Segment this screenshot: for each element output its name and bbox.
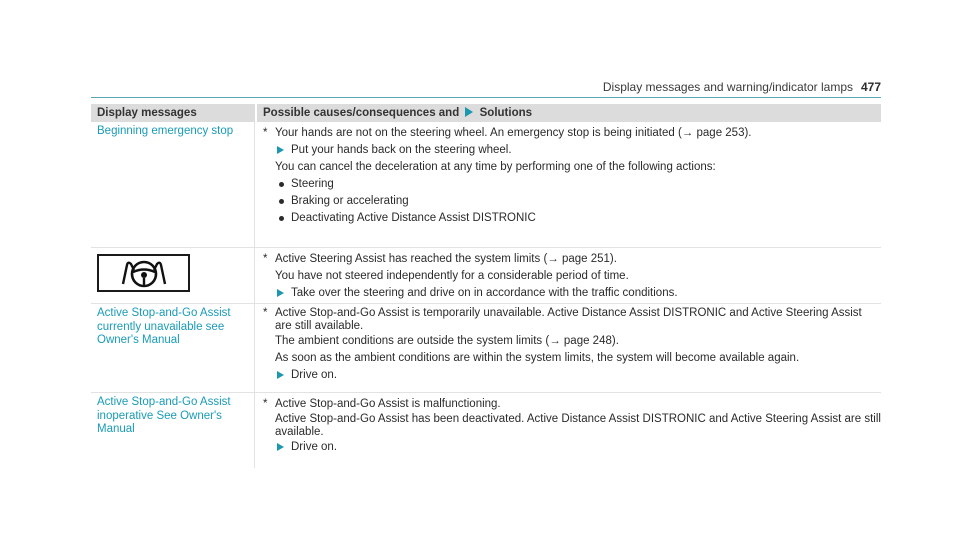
action-text: Put your hands back on the steering wheel. <box>291 144 512 156</box>
column-header-solutions-label: Solutions <box>479 107 533 119</box>
display-message: Active Stop-and-Go Assist inoperative See Owner's Manual <box>97 396 231 435</box>
action-text: Take over the steering and drive on in accordance with the traffic conditions. <box>291 287 678 299</box>
bullet-icon <box>279 216 284 221</box>
action-arrow-icon <box>277 371 284 379</box>
cause-line: * Active Stop-and-Go Assist is malfunctioning. <box>263 396 881 413</box>
column-header-causes <box>257 104 881 122</box>
bullet-icon <box>279 182 284 187</box>
action-arrow-icon <box>277 443 284 451</box>
table-row <box>91 304 881 393</box>
action-line <box>263 439 881 456</box>
table-header <box>91 104 881 122</box>
steering-wheel-icon <box>114 258 174 288</box>
display-message: Beginning emergency stop <box>97 125 234 137</box>
info-line: As soon as the ambient conditions are within the system limits, the system will become available again. <box>275 352 800 364</box>
bullet-text: Braking or accelerating <box>291 195 409 207</box>
action-line <box>263 367 881 384</box>
solution-cell <box>255 393 881 468</box>
hands-on-steering-wheel-icon <box>97 254 190 292</box>
solution-cell <box>255 122 881 247</box>
page-number: 477 <box>860 80 881 94</box>
info-line: Active Stop-and-Go Assist has been deactivated. Active Distance Assist DISTRONIC and Active Steering Assist are still available. <box>275 413 881 438</box>
table-row <box>91 248 881 304</box>
message-cell <box>91 393 255 468</box>
action-text: Drive on. <box>291 441 338 453</box>
bullet-item <box>263 210 881 227</box>
bullet-item <box>263 193 881 210</box>
action-line <box>263 142 881 159</box>
display-message: Active Stop-and-Go Assist currently unavailable see Owner's Manual <box>97 307 231 346</box>
display-messages-table <box>91 104 881 468</box>
column-header-causes-label: Possible causes/consequences and <box>263 107 460 119</box>
bullet-text: Steering <box>291 178 334 190</box>
table-row <box>91 393 881 468</box>
action-arrow-icon <box>277 289 284 297</box>
bullet-text: Deactivating Active Distance Assist DISTRONIC <box>291 212 536 224</box>
cause-line: * Your hands are not on the steering wheel. An emergency stop is being initiated (→ page 253). <box>263 125 881 142</box>
table-row <box>91 122 881 248</box>
action-arrow-icon <box>465 107 473 117</box>
info-line: The ambient conditions are outside the system limits (→ page 248). <box>275 335 619 347</box>
bullet-item <box>263 176 881 193</box>
message-cell <box>91 248 255 303</box>
column-header-display-messages: Display messages <box>91 104 255 122</box>
info-line: You can cancel the deceleration at any time by performing one of the following actions: <box>275 161 716 173</box>
bullet-icon <box>279 199 284 204</box>
info-line: You have not steered independently for a considerable period of time. <box>275 270 629 282</box>
action-arrow-icon <box>277 146 284 154</box>
action-line <box>263 285 881 302</box>
solution-cell <box>255 304 881 392</box>
cause-line: * Active Steering Assist has reached the system limits (→ page 251). <box>263 251 881 268</box>
section-title: Display messages and warning/indicator lamps <box>602 80 853 94</box>
message-cell <box>91 304 255 392</box>
message-cell <box>91 122 255 247</box>
action-text: Drive on. <box>291 369 338 381</box>
page-header <box>91 75 881 98</box>
solution-cell <box>255 248 881 303</box>
cause-line: * Active Stop-and-Go Assist is temporarily unavailable. Active Distance Assist DISTRONIC and Active Steering Assist are still available. <box>263 307 881 333</box>
